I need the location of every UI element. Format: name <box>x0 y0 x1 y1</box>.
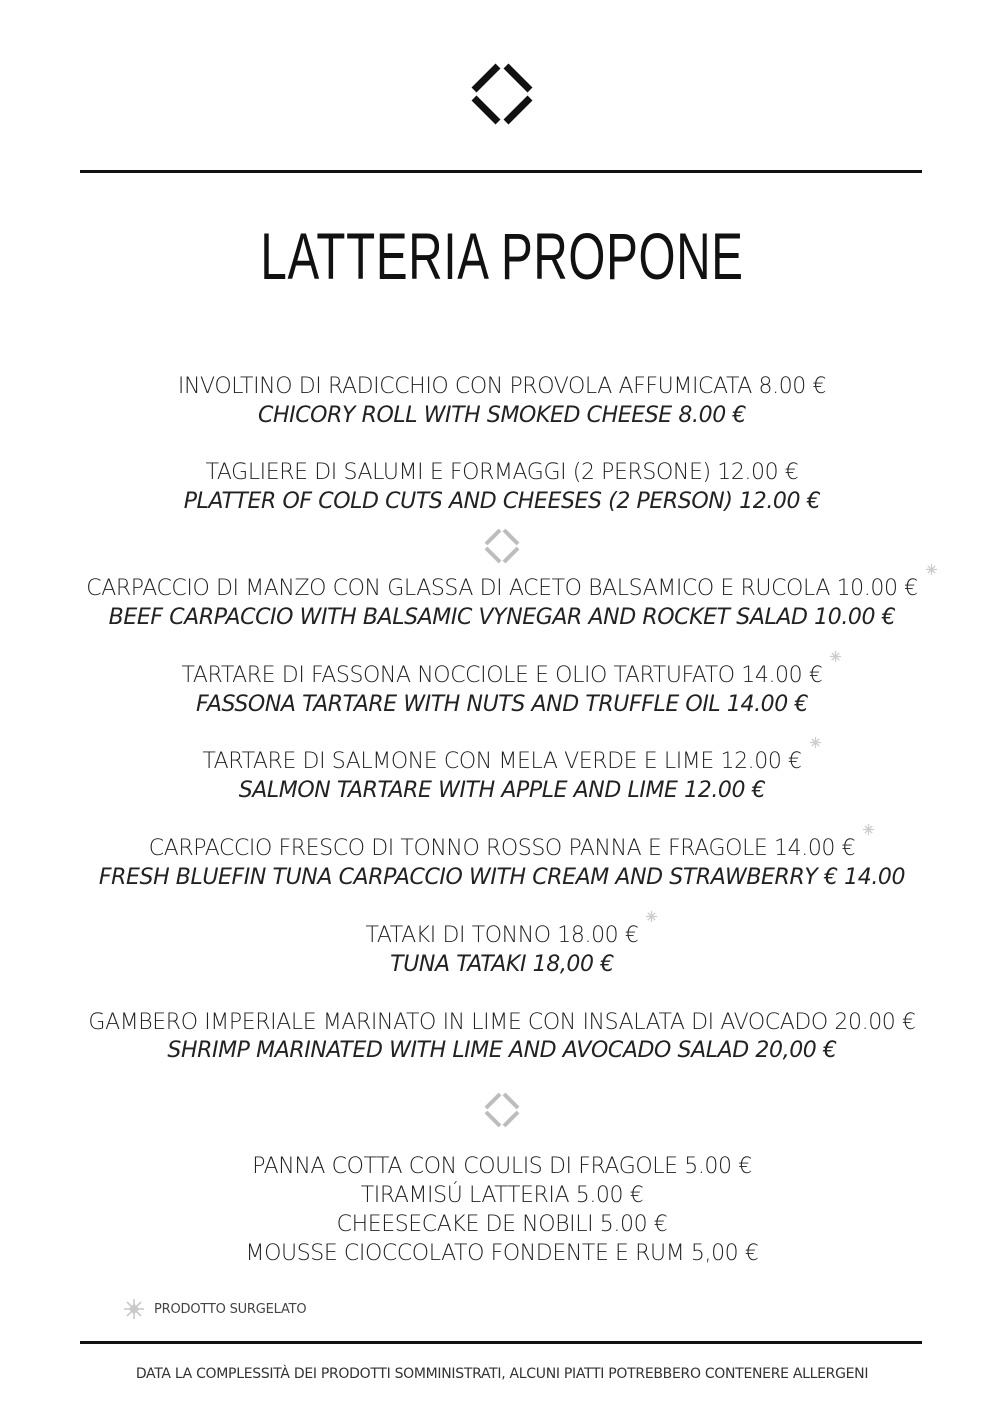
menu-item-it: TAGLIERE DI SALUMI E FORMAGGI (2 PERSONE) 12.00 € <box>205 460 799 485</box>
snowflake-frozen-icon <box>122 1297 146 1321</box>
dessert-item: MOUSSE CIOCCOLATO FONDENTE E RUM 5,00 € <box>245 1241 759 1266</box>
snowflake-frozen-icon <box>862 823 875 836</box>
menu-item-en: FASSONA TARTARE WITH NUTS AND TRUFFLE OIL 14.00 € <box>195 692 809 717</box>
menu-item-en: CHICORY ROLL WITH SMOKED CHEESE 8.00 € <box>258 403 746 428</box>
frozen-legend <box>122 1297 306 1321</box>
top-divider-rule <box>80 170 922 173</box>
page-title: LATTERIA PROPONE <box>260 219 744 293</box>
snowflake-frozen-icon <box>829 650 842 663</box>
menu-item-it: TARTARE DI FASSONA NOCCIOLE E OLIO TARTUFATO 14.00 € <box>0 662 1004 690</box>
snowflake-frozen-icon <box>645 910 658 923</box>
menu-item-en: FRESH BLUEFIN TUNA CARPACCIO WITH CREAM AND STRAWBERRY € 14.00 <box>98 865 906 890</box>
menu-item-en: SHRIMP MARINATED WITH LIME AND AVOCADO SALAD 20,00 € <box>167 1038 837 1063</box>
diamond-divider-icon <box>482 526 522 566</box>
menu-item-en: PLATTER OF COLD CUTS AND CHEESES (2 PERSON) 12.00 € <box>183 489 821 514</box>
menu-item-en: TUNA TATAKI 18,00 € <box>390 952 614 977</box>
menu-item-it: CARPACCIO FRESCO DI TONNO ROSSO PANNA E FRAGOLE 14.00 € <box>0 835 1004 863</box>
dessert-item: TIRAMISÚ LATTERIA 5.00 € <box>360 1183 644 1208</box>
menu-item-it: GAMBERO IMPERIALE MARINATO IN LIME CON INSALATA DI AVOCADO 20.00 € <box>88 1010 916 1035</box>
menu-item-it: TARTARE DI SALMONE CON MELA VERDE E LIME 12.00 € <box>0 748 1004 776</box>
dessert-item: CHEESECAKE DE NOBILI 5.00 € <box>336 1212 668 1237</box>
dessert-item: PANNA COTTA CON COULIS DI FRAGOLE 5.00 € <box>252 1154 752 1179</box>
diamond-divider-icon <box>482 1090 522 1130</box>
snowflake-frozen-icon <box>925 563 938 576</box>
menu-item-it: TATAKI DI TONNO 18.00 € <box>0 922 1004 950</box>
bottom-divider-rule <box>80 1341 922 1344</box>
legend-label: PRODOTTO SURGELATO <box>154 1301 307 1317</box>
menu-item-it: INVOLTINO DI RADICCHIO CON PROVOLA AFFUMICATA 8.00 € <box>177 374 827 399</box>
diamond-logo-icon <box>466 58 538 130</box>
menu-item-en: SALMON TARTARE WITH APPLE AND LIME 12.00 € <box>238 778 766 803</box>
snowflake-frozen-icon <box>809 736 822 749</box>
menu-item-it: CARPACCIO DI MANZO CON GLASSA DI ACETO BALSAMICO E RUCOLA 10.00 € <box>0 575 1004 603</box>
menu-item-en: BEEF CARPACCIO WITH BALSAMIC VYNEGAR AND ROCKET SALAD 10.00 € <box>108 605 896 630</box>
allergen-disclaimer: DATA LA COMPLESSITÀ DEI PRODOTTI SOMMINISTRATI, ALCUNI PIATTI POTREBBERO CONTENERE ALLERGENI <box>135 1366 869 1382</box>
